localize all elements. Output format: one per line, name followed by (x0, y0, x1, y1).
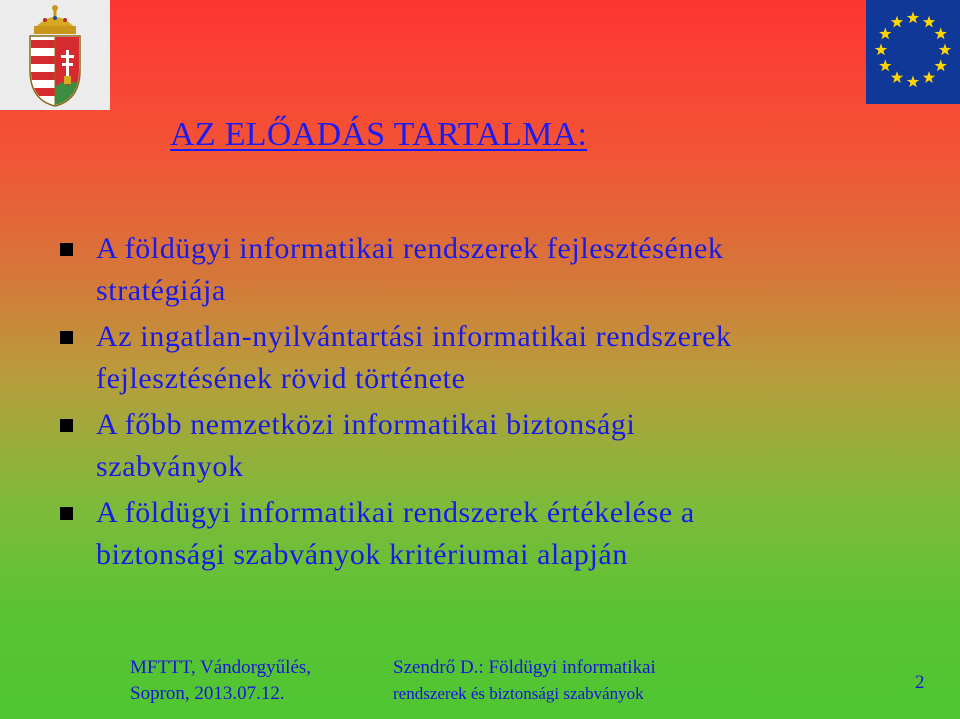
page-number: 2 (915, 672, 925, 693)
eu-star-icon (879, 28, 891, 40)
eu-star-icon (875, 44, 887, 56)
eu-star-icon (891, 71, 903, 83)
bullet-item (60, 492, 930, 576)
bullet-text-line1: A főbb nemzetközi informatikai biztonsági (96, 408, 636, 441)
slide-title: AZ ELŐADÁS TARTALMA: (170, 116, 588, 153)
eu-star-icon (891, 16, 903, 28)
bullet-text-line1: A földügyi informatikai rendszerek fejlesztésének (96, 232, 724, 265)
footer-author-line1: Szendrő D.: Földügyi informatikai (393, 657, 656, 678)
bullet-text-line2: biztonsági szabványok kritériumai alapján (96, 538, 628, 571)
footer-event (130, 655, 311, 707)
footer-event-line2: Sopron, 2013.07.12. (130, 683, 285, 704)
footer-author (393, 655, 656, 707)
eu-star-icon (939, 44, 951, 56)
bullet-text-line2: szabványok (96, 450, 244, 483)
eu-star-icon (907, 12, 919, 24)
eu-flag-icon (866, 0, 960, 104)
footer-event-line1: MFTTT, Vándorgyűlés, (130, 657, 312, 678)
bullet-text-line2: stratégiája (96, 274, 226, 307)
square-bullet-icon (60, 507, 73, 520)
square-bullet-icon (60, 331, 73, 344)
bullet-item (60, 228, 930, 312)
eu-star-icon (879, 60, 891, 72)
square-bullet-icon (60, 243, 73, 256)
eu-star-icon (935, 28, 947, 40)
square-bullet-icon (60, 419, 73, 432)
bullet-text-line2: fejlesztésének rövid története (96, 362, 466, 395)
eu-star-icon (907, 76, 919, 88)
hungarian-coat-of-arms-icon (0, 0, 110, 110)
eu-star-icon (923, 16, 935, 28)
eu-flag (866, 0, 960, 104)
eu-star-icon (935, 60, 947, 72)
bullet-list (60, 228, 930, 580)
bullet-item (60, 404, 930, 488)
eu-star-icon (923, 71, 935, 83)
coat-of-arms-box (0, 0, 110, 110)
bullet-text-line1: Az ingatlan-nyilvántartási informatikai rendszerek (96, 320, 732, 353)
footer-author-line2: rendszerek és biztonsági szabványok (393, 684, 644, 703)
bullet-text-line1: A földügyi informatikai rendszerek értékelése a (96, 496, 695, 529)
bullet-item (60, 316, 930, 400)
